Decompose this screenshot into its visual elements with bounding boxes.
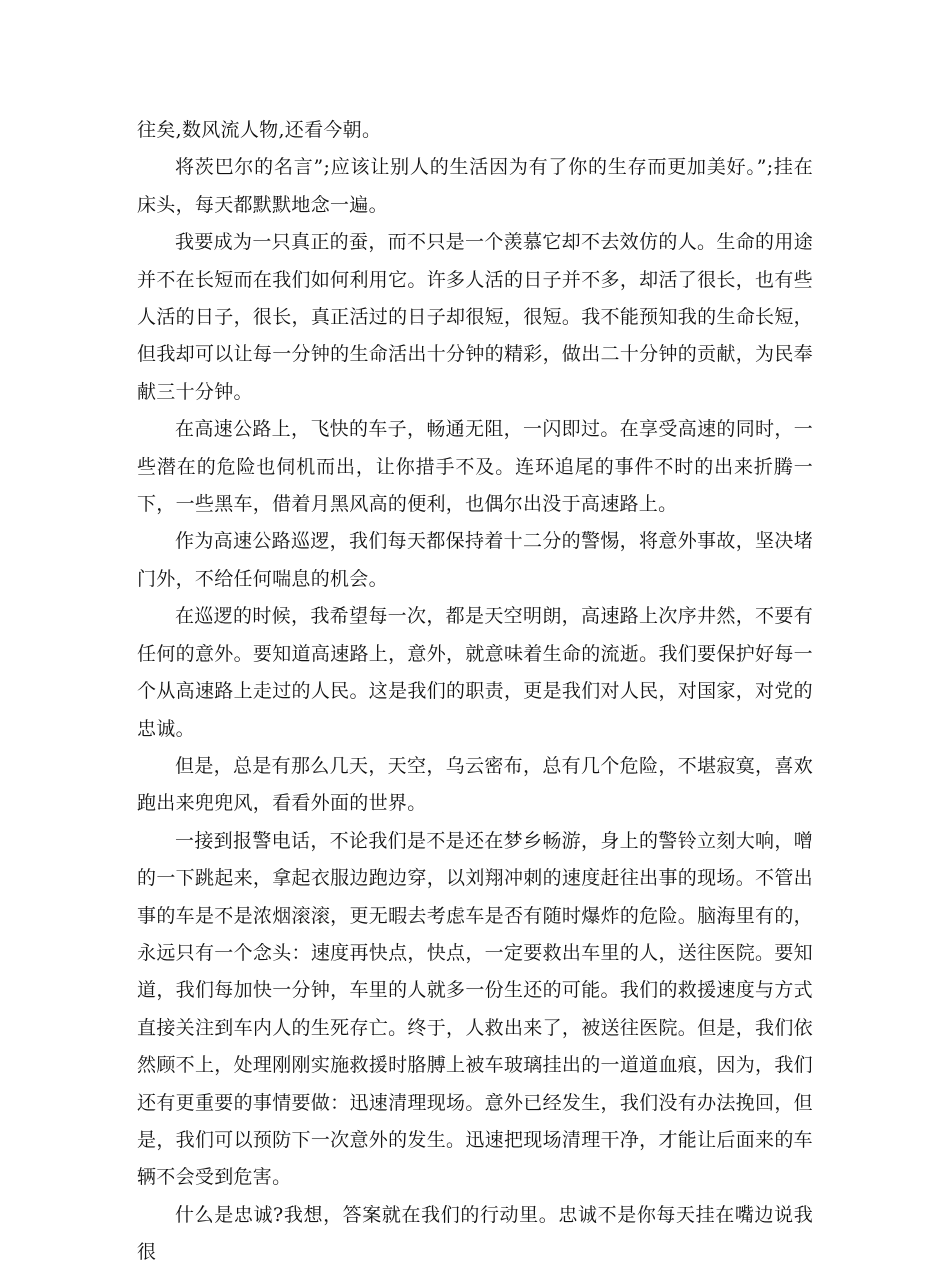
paragraph-9: 什么是忠诚?我想，答案就在我们的行动里。忠诚不是你每天挂在嘴边说我很	[137, 1203, 813, 1264]
paragraph-7: 但是，总是有那么几天，天空，乌云密布，总有几个危险，不堪寂寞，喜欢跑出来兜兜风，看看外面的世界。	[137, 754, 813, 815]
paragraph-1: 往矣,数风流人物,还看今朝。	[137, 119, 382, 141]
paragraph-8: 一接到报警电话，不论我们是不是还在梦乡畅游，身上的警铃立刻大响，噌的一下跳起来，拿起衣服边跑边穿，以刘翔冲刺的速度赶往出事的现场。不管出事的车是不是浓烟滚滚，更无暇去考虑车是否有随时爆炸的危险。脑海里有的，永远只有一个念头：速度再快点，快点，一定要救出车里的人，送往医院。要知道，我们每加快一分钟，车里的人就多一份生还的可能。我们的救援速度与方式直接关注到车内人的生死存亡。终于，人救出来了，被送往医院。但是，我们依然顾不上，处理刚刚实施救援时胳膊上被车玻璃挂出的一道道血痕，因为，我们还有更重要的事情要做：迅速清理现场。意外已经发生，我们没有办法挽回，但是，我们可以预防下一次意外的发生。迅速把现场清理干净，才能让后面来的车辆不会受到危害。	[137, 829, 813, 1189]
paragraph-6: 在巡逻的时候，我希望每一次，都是天空明朗，高速路上次序井然，不要有任何的意外。要知道高速路上，意外，就意味着生命的流逝。我们要保护好每一个从高速路上走过的人民。这是我们的职责，更是我们对人民，对国家，对党的忠诚。	[137, 605, 813, 740]
document-body	[137, 112, 813, 1272]
paragraph-3: 我要成为一只真正的蚕，而不只是一个羡慕它却不去效仿的人。生命的用途并不在长短而在我们如何利用它。许多人活的日子并不多，却活了很长，也有些人活的日子，很长，真正活过的日子却很短，很短。我不能预知我的生命长短，但我却可以让每一分钟的生命活出十分钟的精彩，做出二十分钟的贡献，为民奉献三十分钟。	[137, 231, 813, 403]
paragraph-5: 作为高速公路巡逻，我们每天都保持着十二分的警惕，将意外事故，坚决堵门外，不给任何喘息的机会。	[137, 530, 813, 590]
paragraph-4: 在高速公路上，飞快的车子，畅通无阻，一闪即过。在享受高速的同时，一些潜在的危险也伺机而出，让你措手不及。连环追尾的事件不时的出来折腾一下，一些黑车，借着月黑风高的便利，也偶尔出没于高速路上。	[137, 418, 813, 516]
paragraph-2: 将茨巴尔的名言”;应该让别人的生活因为有了你的生存而更加美好。”;挂在床头，每天都默默地念一遍。	[137, 156, 813, 216]
